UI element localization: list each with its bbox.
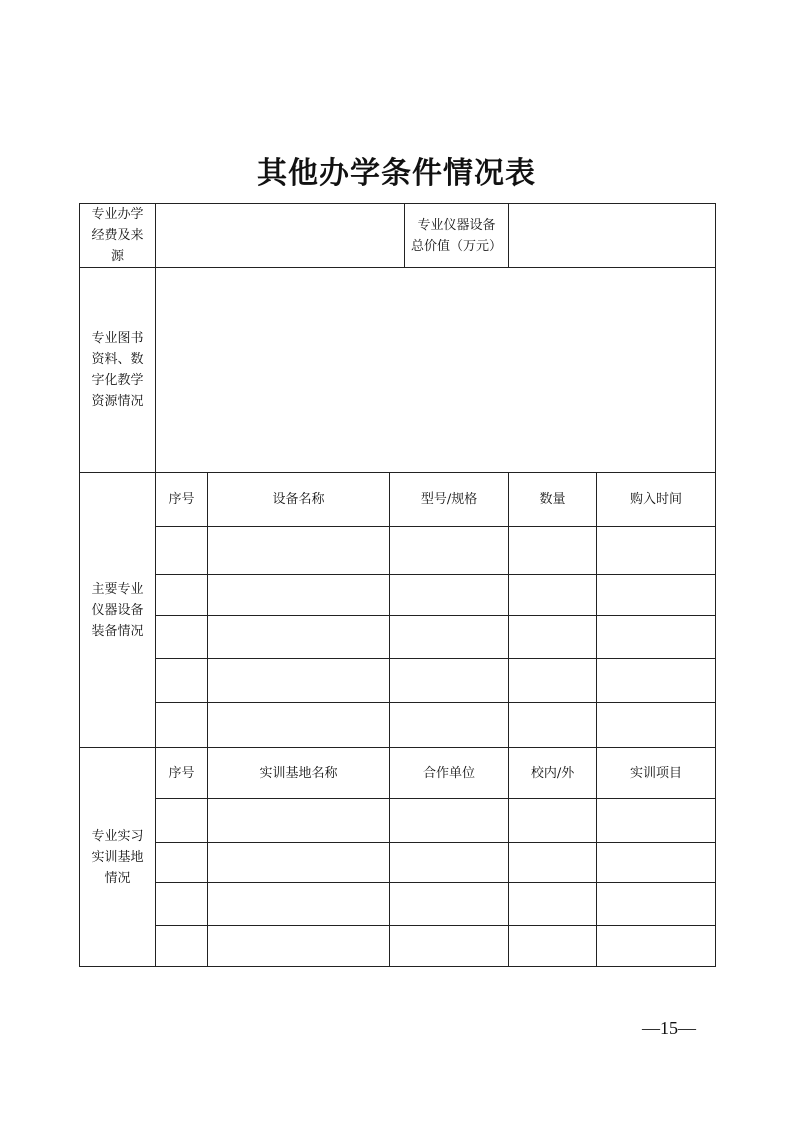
funding-label — [80, 204, 156, 268]
table-cell[interactable] — [509, 616, 597, 659]
table-cell[interactable] — [597, 843, 716, 883]
table-cell[interactable] — [156, 703, 208, 748]
table-cell[interactable] — [509, 575, 597, 616]
table-cell[interactable] — [390, 575, 509, 616]
table-cell[interactable] — [390, 659, 509, 703]
table-cell[interactable] — [390, 843, 509, 883]
library-content-cell[interactable] — [156, 268, 716, 473]
column-header: 序号 — [156, 748, 208, 799]
table-cell[interactable] — [509, 883, 597, 926]
table-cell[interactable] — [509, 703, 597, 748]
training-label-line: 情况 — [104, 870, 131, 886]
table-cell[interactable] — [509, 799, 597, 843]
library-label-line: 资料、数 — [91, 352, 144, 367]
equipment-label-line: 主要专业 — [91, 581, 144, 597]
table-cell[interactable] — [597, 616, 716, 659]
library-label-line: 字化教学 — [91, 373, 144, 388]
table-row — [80, 575, 716, 616]
equipment-label — [80, 473, 156, 748]
table-cell[interactable] — [597, 659, 716, 703]
column-header: 型号/规格 — [390, 473, 509, 527]
table-cell[interactable] — [597, 926, 716, 967]
table-row — [80, 926, 716, 967]
table-row — [80, 883, 716, 926]
table-cell[interactable] — [597, 799, 716, 843]
table-cell[interactable] — [509, 527, 597, 575]
table-row — [80, 799, 716, 843]
funding-row — [80, 204, 716, 268]
table-cell[interactable] — [509, 659, 597, 703]
table-cell[interactable] — [156, 659, 208, 703]
table-cell[interactable] — [208, 843, 390, 883]
funding-label-line: 源 — [110, 249, 124, 264]
table-row — [80, 659, 716, 703]
library-label — [80, 268, 156, 473]
table-cell[interactable] — [156, 616, 208, 659]
table-cell[interactable] — [156, 843, 208, 883]
training-label — [80, 748, 156, 967]
funding-value-cell[interactable] — [156, 204, 405, 268]
library-label-line: 资源情况 — [91, 394, 144, 409]
column-header: 购入时间 — [597, 473, 716, 527]
training-label-line: 专业实习 — [91, 828, 144, 844]
table-cell[interactable] — [208, 926, 390, 967]
column-header: 校内/外 — [509, 748, 597, 799]
table-cell[interactable] — [509, 843, 597, 883]
column-header: 序号 — [156, 473, 208, 527]
training-label-line: 实训基地 — [91, 849, 144, 865]
table-cell[interactable] — [208, 527, 390, 575]
equipment-header-row — [80, 473, 716, 527]
table-row — [80, 527, 716, 575]
table-cell[interactable] — [597, 527, 716, 575]
table-cell[interactable] — [597, 703, 716, 748]
table-cell[interactable] — [390, 799, 509, 843]
equipment-value-label — [405, 204, 509, 268]
table-cell[interactable] — [156, 527, 208, 575]
table-cell[interactable] — [390, 703, 509, 748]
column-header: 实训基地名称 — [208, 748, 390, 799]
table-cell[interactable] — [597, 575, 716, 616]
equipment-value-label-line: 总价值（万元） — [411, 238, 503, 254]
equipment-value-label-line: 专业仪器设备 — [417, 217, 496, 233]
table-cell[interactable] — [208, 799, 390, 843]
table-row — [80, 703, 716, 748]
table-cell[interactable] — [390, 616, 509, 659]
equipment-value-cell[interactable] — [509, 204, 716, 268]
table-cell[interactable] — [390, 883, 509, 926]
table-cell[interactable] — [156, 799, 208, 843]
table-cell[interactable] — [390, 527, 509, 575]
table-cell[interactable] — [597, 883, 716, 926]
table-cell[interactable] — [509, 926, 597, 967]
column-header: 合作单位 — [390, 748, 509, 799]
table-row — [80, 843, 716, 883]
conditions-table — [79, 203, 716, 967]
page-number: —15— — [642, 1018, 696, 1038]
column-header: 数量 — [509, 473, 597, 527]
table-cell[interactable] — [156, 575, 208, 616]
table-cell[interactable] — [208, 616, 390, 659]
table-cell[interactable] — [208, 575, 390, 616]
library-row — [80, 268, 716, 473]
training-header-row — [80, 748, 716, 799]
funding-label-line: 专业办学 — [91, 207, 144, 222]
page-title: 其他办学条件情况表 — [257, 156, 536, 191]
table-cell[interactable] — [208, 659, 390, 703]
table-cell[interactable] — [156, 926, 208, 967]
column-header: 设备名称 — [208, 473, 390, 527]
funding-label-line: 经费及来 — [91, 228, 144, 243]
column-header: 实训项目 — [597, 748, 716, 799]
table-cell[interactable] — [208, 703, 390, 748]
equipment-label-line: 装备情况 — [91, 623, 144, 639]
table-cell[interactable] — [390, 926, 509, 967]
equipment-label-line: 仪器设备 — [91, 602, 144, 618]
table-row — [80, 616, 716, 659]
table-cell[interactable] — [156, 883, 208, 926]
library-label-line: 专业图书 — [91, 331, 144, 346]
table-cell[interactable] — [208, 883, 390, 926]
